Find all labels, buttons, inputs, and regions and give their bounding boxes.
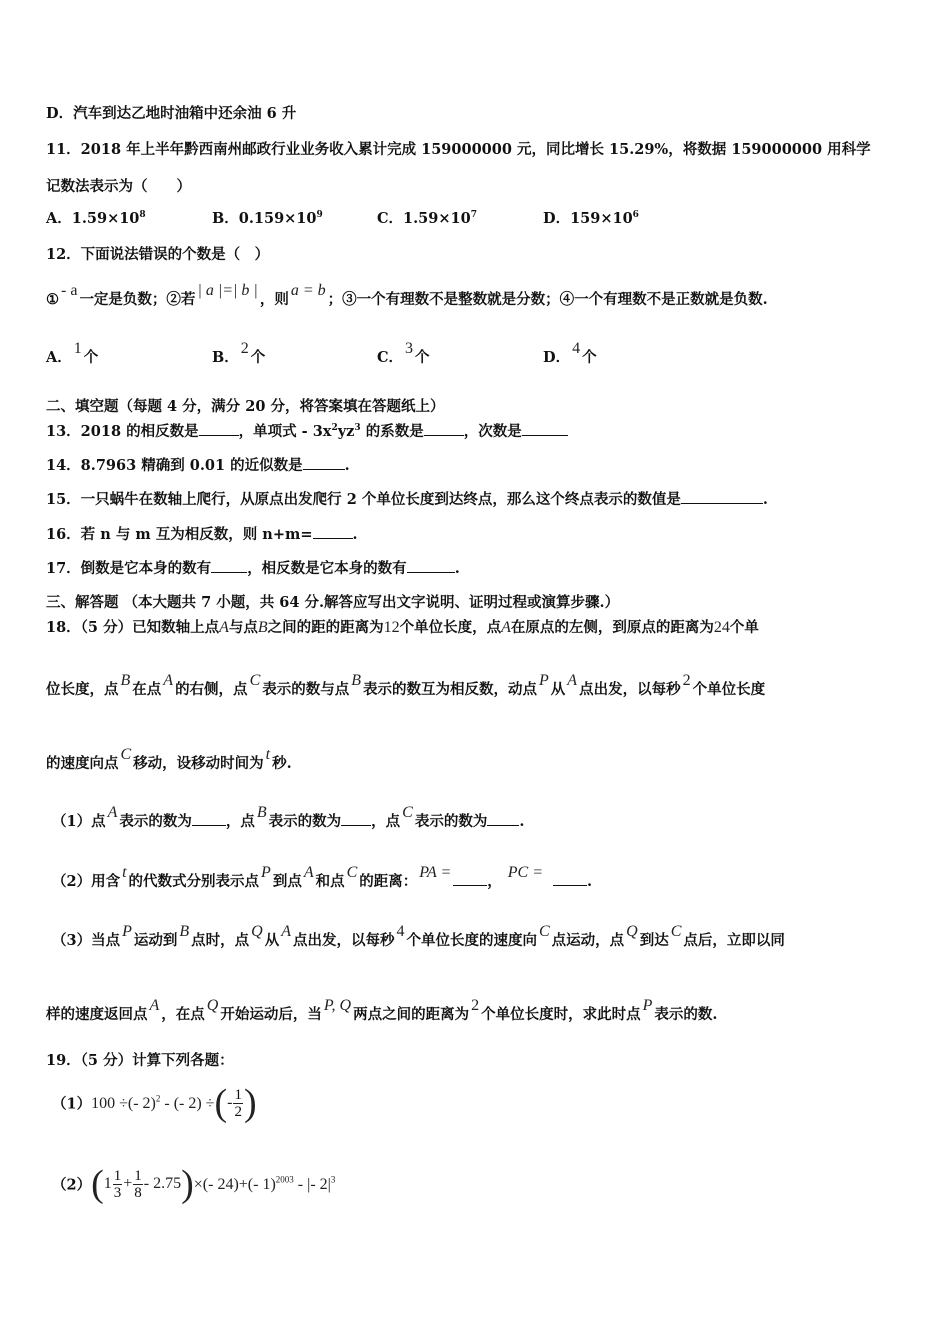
q15: 15．一只蜗牛在数轴上爬行，从原点出发爬行 2 个单位长度到达终点，那么这个终点表示的数值是 . bbox=[46, 491, 768, 508]
q12-statements: ①- a一定是负数；②若| a |=| b |，则a = b；③一个有理数不是整数就是分数；④一个有理数不是正数就是负数. bbox=[46, 282, 768, 308]
q12-option-d: D．4个 bbox=[543, 340, 597, 366]
q18-line3: 的速度向点C移动，设移动时间为t秒. bbox=[46, 746, 292, 772]
section-3-title: 三、解答题 （本大题共 7 小题，共 64 分.解答应写出文字说明、证明过程或演算步骤.） bbox=[46, 594, 620, 611]
section-2-title: 二、填空题（每题 4 分，满分 20 分，将答案填在答题纸上） bbox=[46, 398, 445, 415]
q12-option-c: C．3个 bbox=[377, 340, 430, 366]
q12-option-a: A．1个 bbox=[46, 340, 99, 366]
q11-option-c: C．$1.59\times 10^7$ bbox=[377, 210, 477, 227]
q18-part2: （2）用含t的代数式分别表示点P到点A和点C的距离：PA =，PC =. bbox=[52, 864, 593, 890]
math-neg-a: - a bbox=[61, 282, 78, 299]
q18-part3: （3）当点P运动到B点时，点Q从A点出发，以每秒4个单位长度的速度向C点运动，点Q到达C点后，立即以同 bbox=[52, 923, 785, 949]
q13: 13．2018 的相反数是 ，单项式 - $3x^2yz^3$ 的系数是 ，次数是 bbox=[46, 420, 568, 441]
q19-expr1: （1）100 ÷(- 2)$^2$ - (- 2) ÷(- $\frac{1}{2}$ ) bbox=[52, 1082, 257, 1124]
q18-line1: 18．（5 分）已知数轴上点A与点B之间的距的距离为12个单位长度，点A在原点的左侧，到原点的距离为24个单 bbox=[46, 619, 759, 636]
q11-option-b: B．$0.159\times 10^9$ bbox=[212, 210, 323, 227]
math-abs-eq: | a |=| b | bbox=[197, 282, 258, 299]
q11-stem-line2: 记数法表示为（ ） bbox=[46, 178, 191, 195]
q19-expr2: （2）(1 $\frac{1}{3}$ + $\frac{1}{8}$ - 2.75)×(- 24)+(- 1)$^{2003}$ - |- $2|^3$ bbox=[52, 1163, 336, 1205]
q16: 16．若 n 与 m 互为相反数，则 n+m= . bbox=[46, 526, 358, 543]
math-a-eq-b: a = b bbox=[290, 282, 326, 299]
q19-stem: 19．（5 分）计算下列各题： bbox=[46, 1052, 234, 1069]
q18-line2: 位长度，点B在点A的右侧，点C表示的数与点B表示的数互为相反数，动点P从A点出发，以每秒2个单位长度 bbox=[46, 672, 766, 698]
q18-part3-cont: 样的速度返回点A，在点Q开始运动后，当P, Q两点之间的距离为2个单位长度时，求此时点P表示的数. bbox=[46, 997, 718, 1023]
q11-option-a: A．$1.59\times 10^8$ bbox=[46, 210, 146, 227]
q14: 14．8.7963 精确到 0.01 的近似数是 . bbox=[46, 457, 350, 474]
q10-option-d: D．汽车到达乙地时油箱中还余油 6 升 bbox=[46, 105, 297, 122]
q18-part1: （1）点A表示的数为 ，点B表示的数为 ，点C表示的数为 . bbox=[52, 804, 525, 830]
q11-option-d: D．$159\times 10^6$ bbox=[543, 210, 639, 227]
q11-stem-line1: 11．2018 年上半年黔西南州邮政行业业务收入累计完成 159000000 元，同比增长 15.29%，将数据 159000000 用科学 bbox=[46, 141, 871, 158]
q12-stem: 12．下面说法错误的个数是（ ） bbox=[46, 246, 270, 263]
q12-option-b: B．2个 bbox=[212, 340, 266, 366]
q17: 17．倒数是它本身的数有 ，相反数是它本身的数有 . bbox=[46, 560, 460, 577]
